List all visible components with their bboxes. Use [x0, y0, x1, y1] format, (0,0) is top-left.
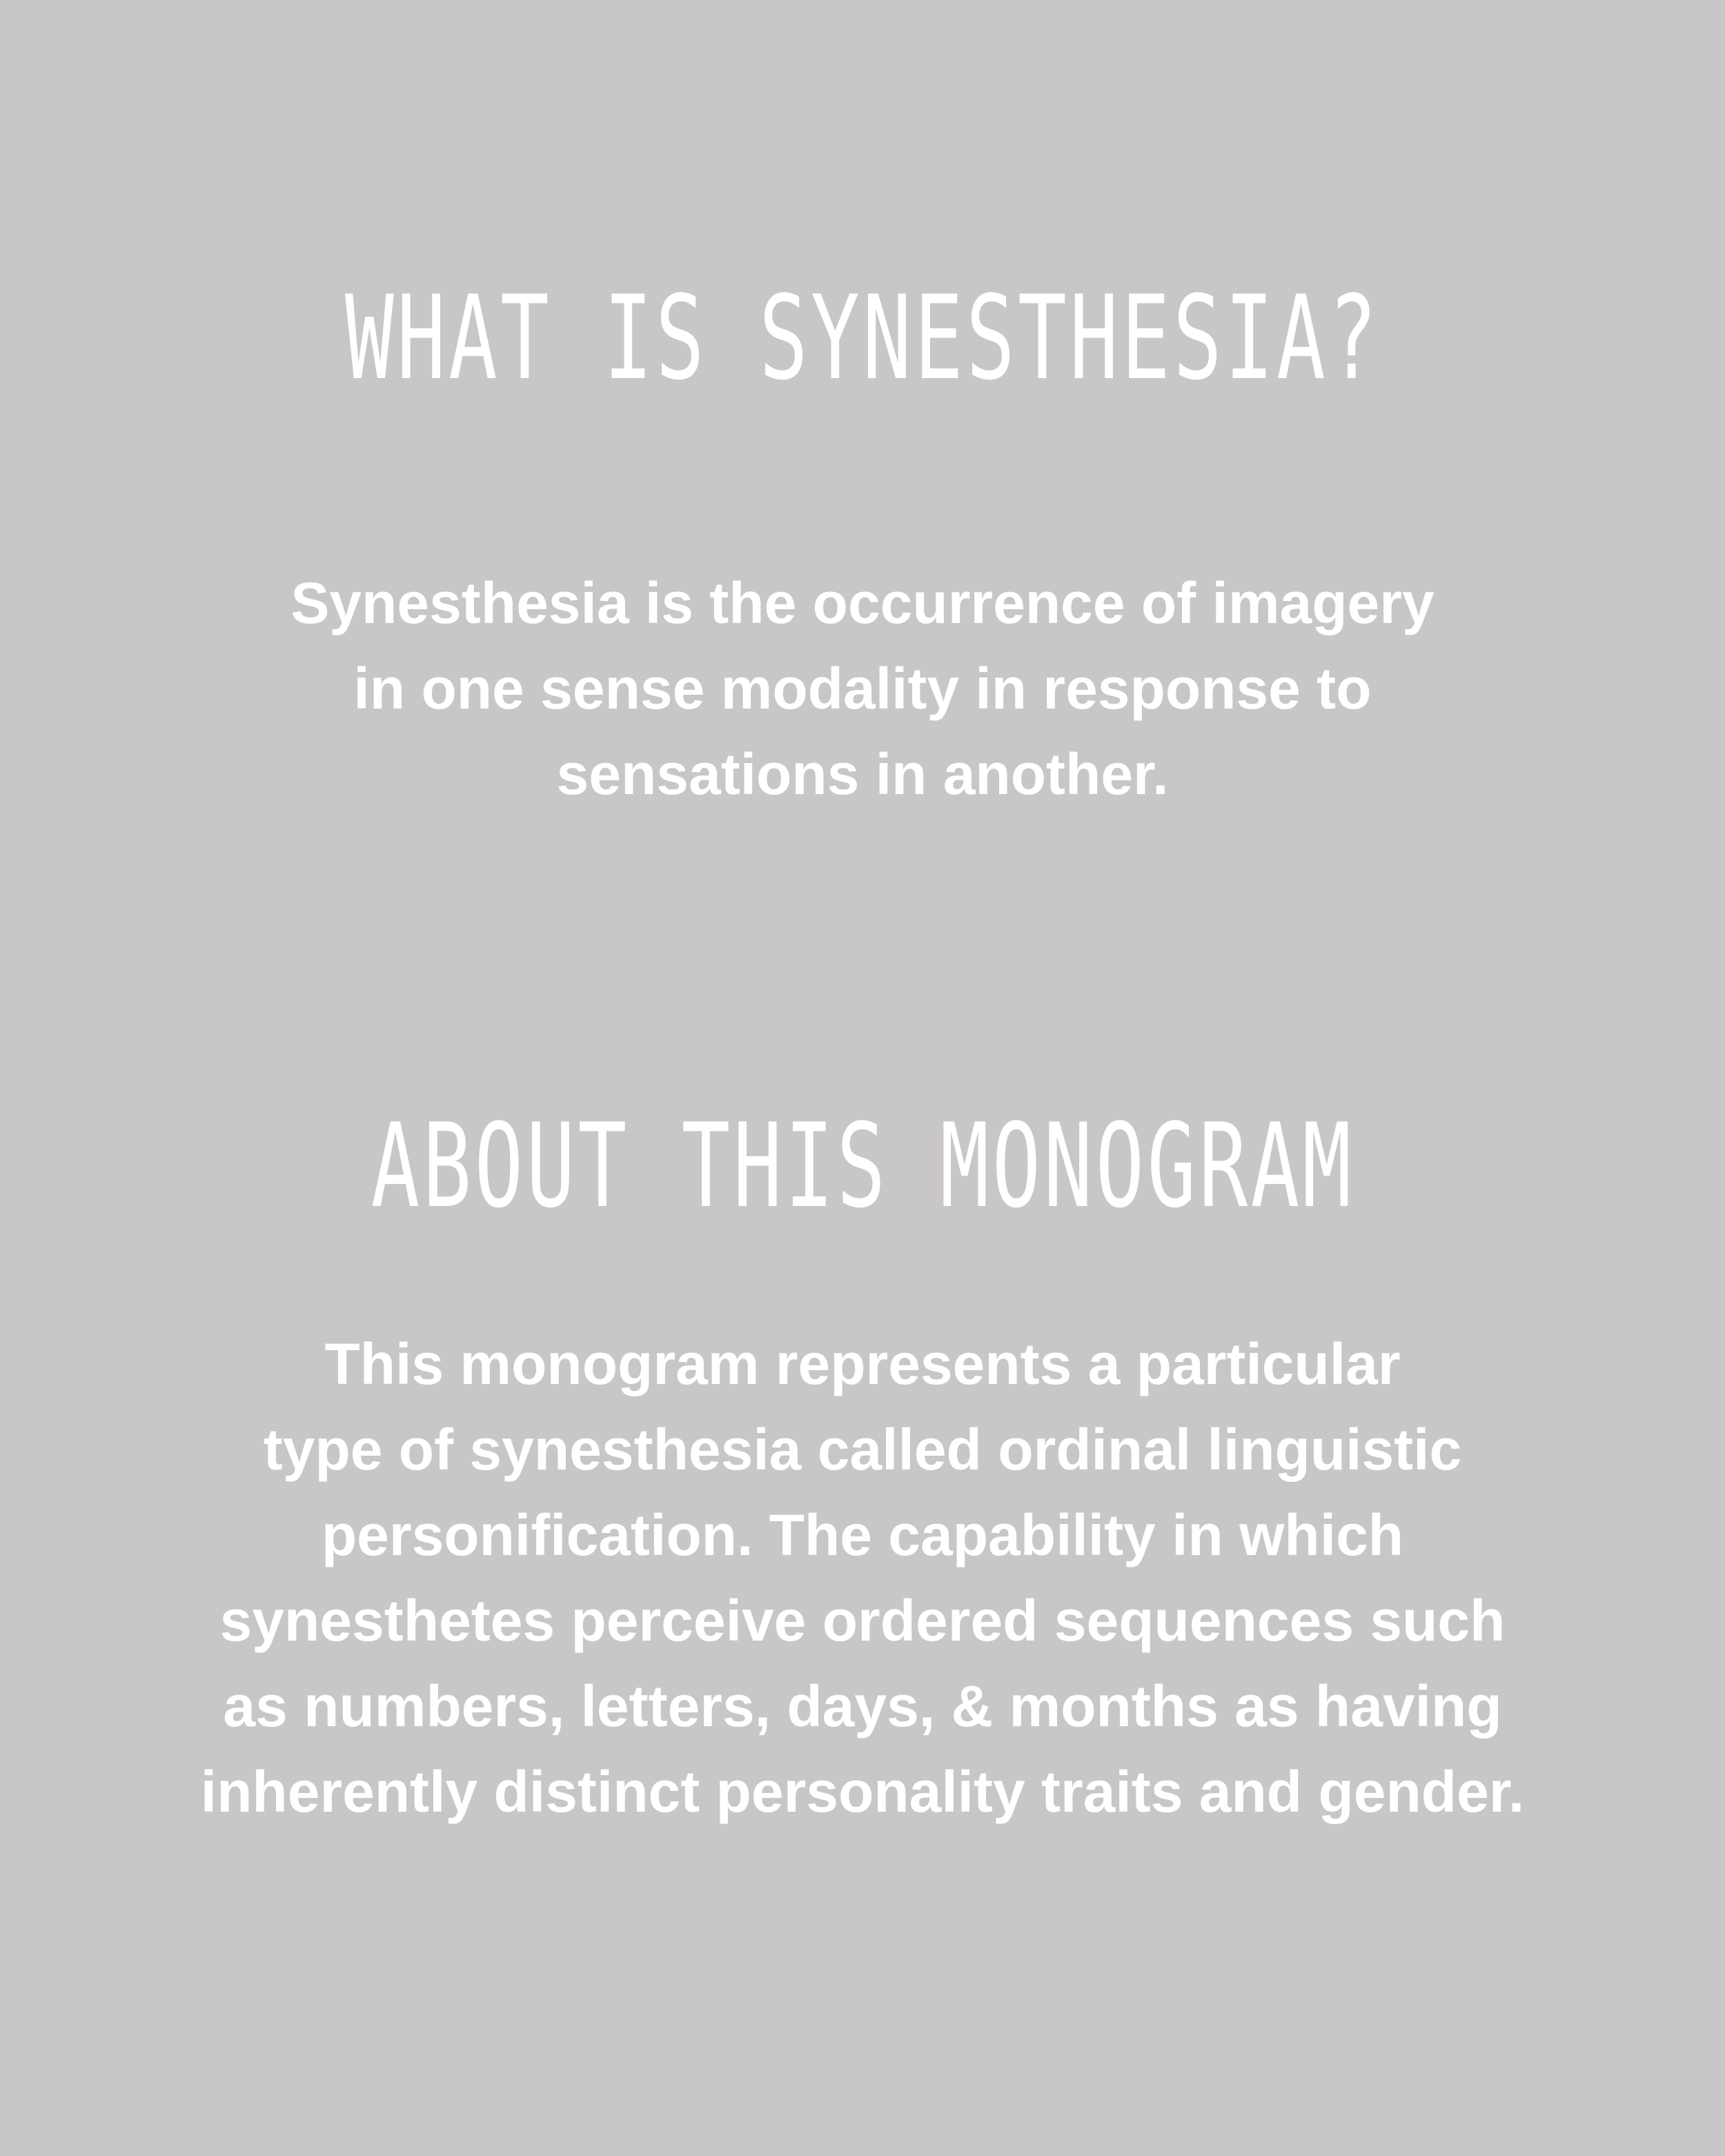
description-line: type of synesthesia called ordinal linguistic [263, 1417, 1462, 1482]
definition-line: sensations in another. [556, 742, 1169, 807]
definition-line: in one sense modality in response to [353, 656, 1372, 721]
description-line: as numbers, letters, days, & months as having [223, 1674, 1502, 1739]
heading-about-this-monogram: ABOUT THIS MONOGRAM [371, 1098, 1354, 1234]
monogram-description [103, 1321, 1621, 1834]
description-line: inherently distinct personality traits and gender. [200, 1759, 1525, 1824]
description-line: This monogram represents a particular [324, 1332, 1401, 1396]
description-line: personification. The capability in which [321, 1503, 1404, 1567]
heading-what-is-synesthesia: WHAT IS SYNESTHESIA? [344, 270, 1381, 406]
description-line: synesthetes perceive ordered sequences such [219, 1588, 1506, 1653]
definition-line: Synesthesia is the occurrence of imagery [290, 571, 1435, 635]
synesthesia-definition [103, 560, 1621, 817]
